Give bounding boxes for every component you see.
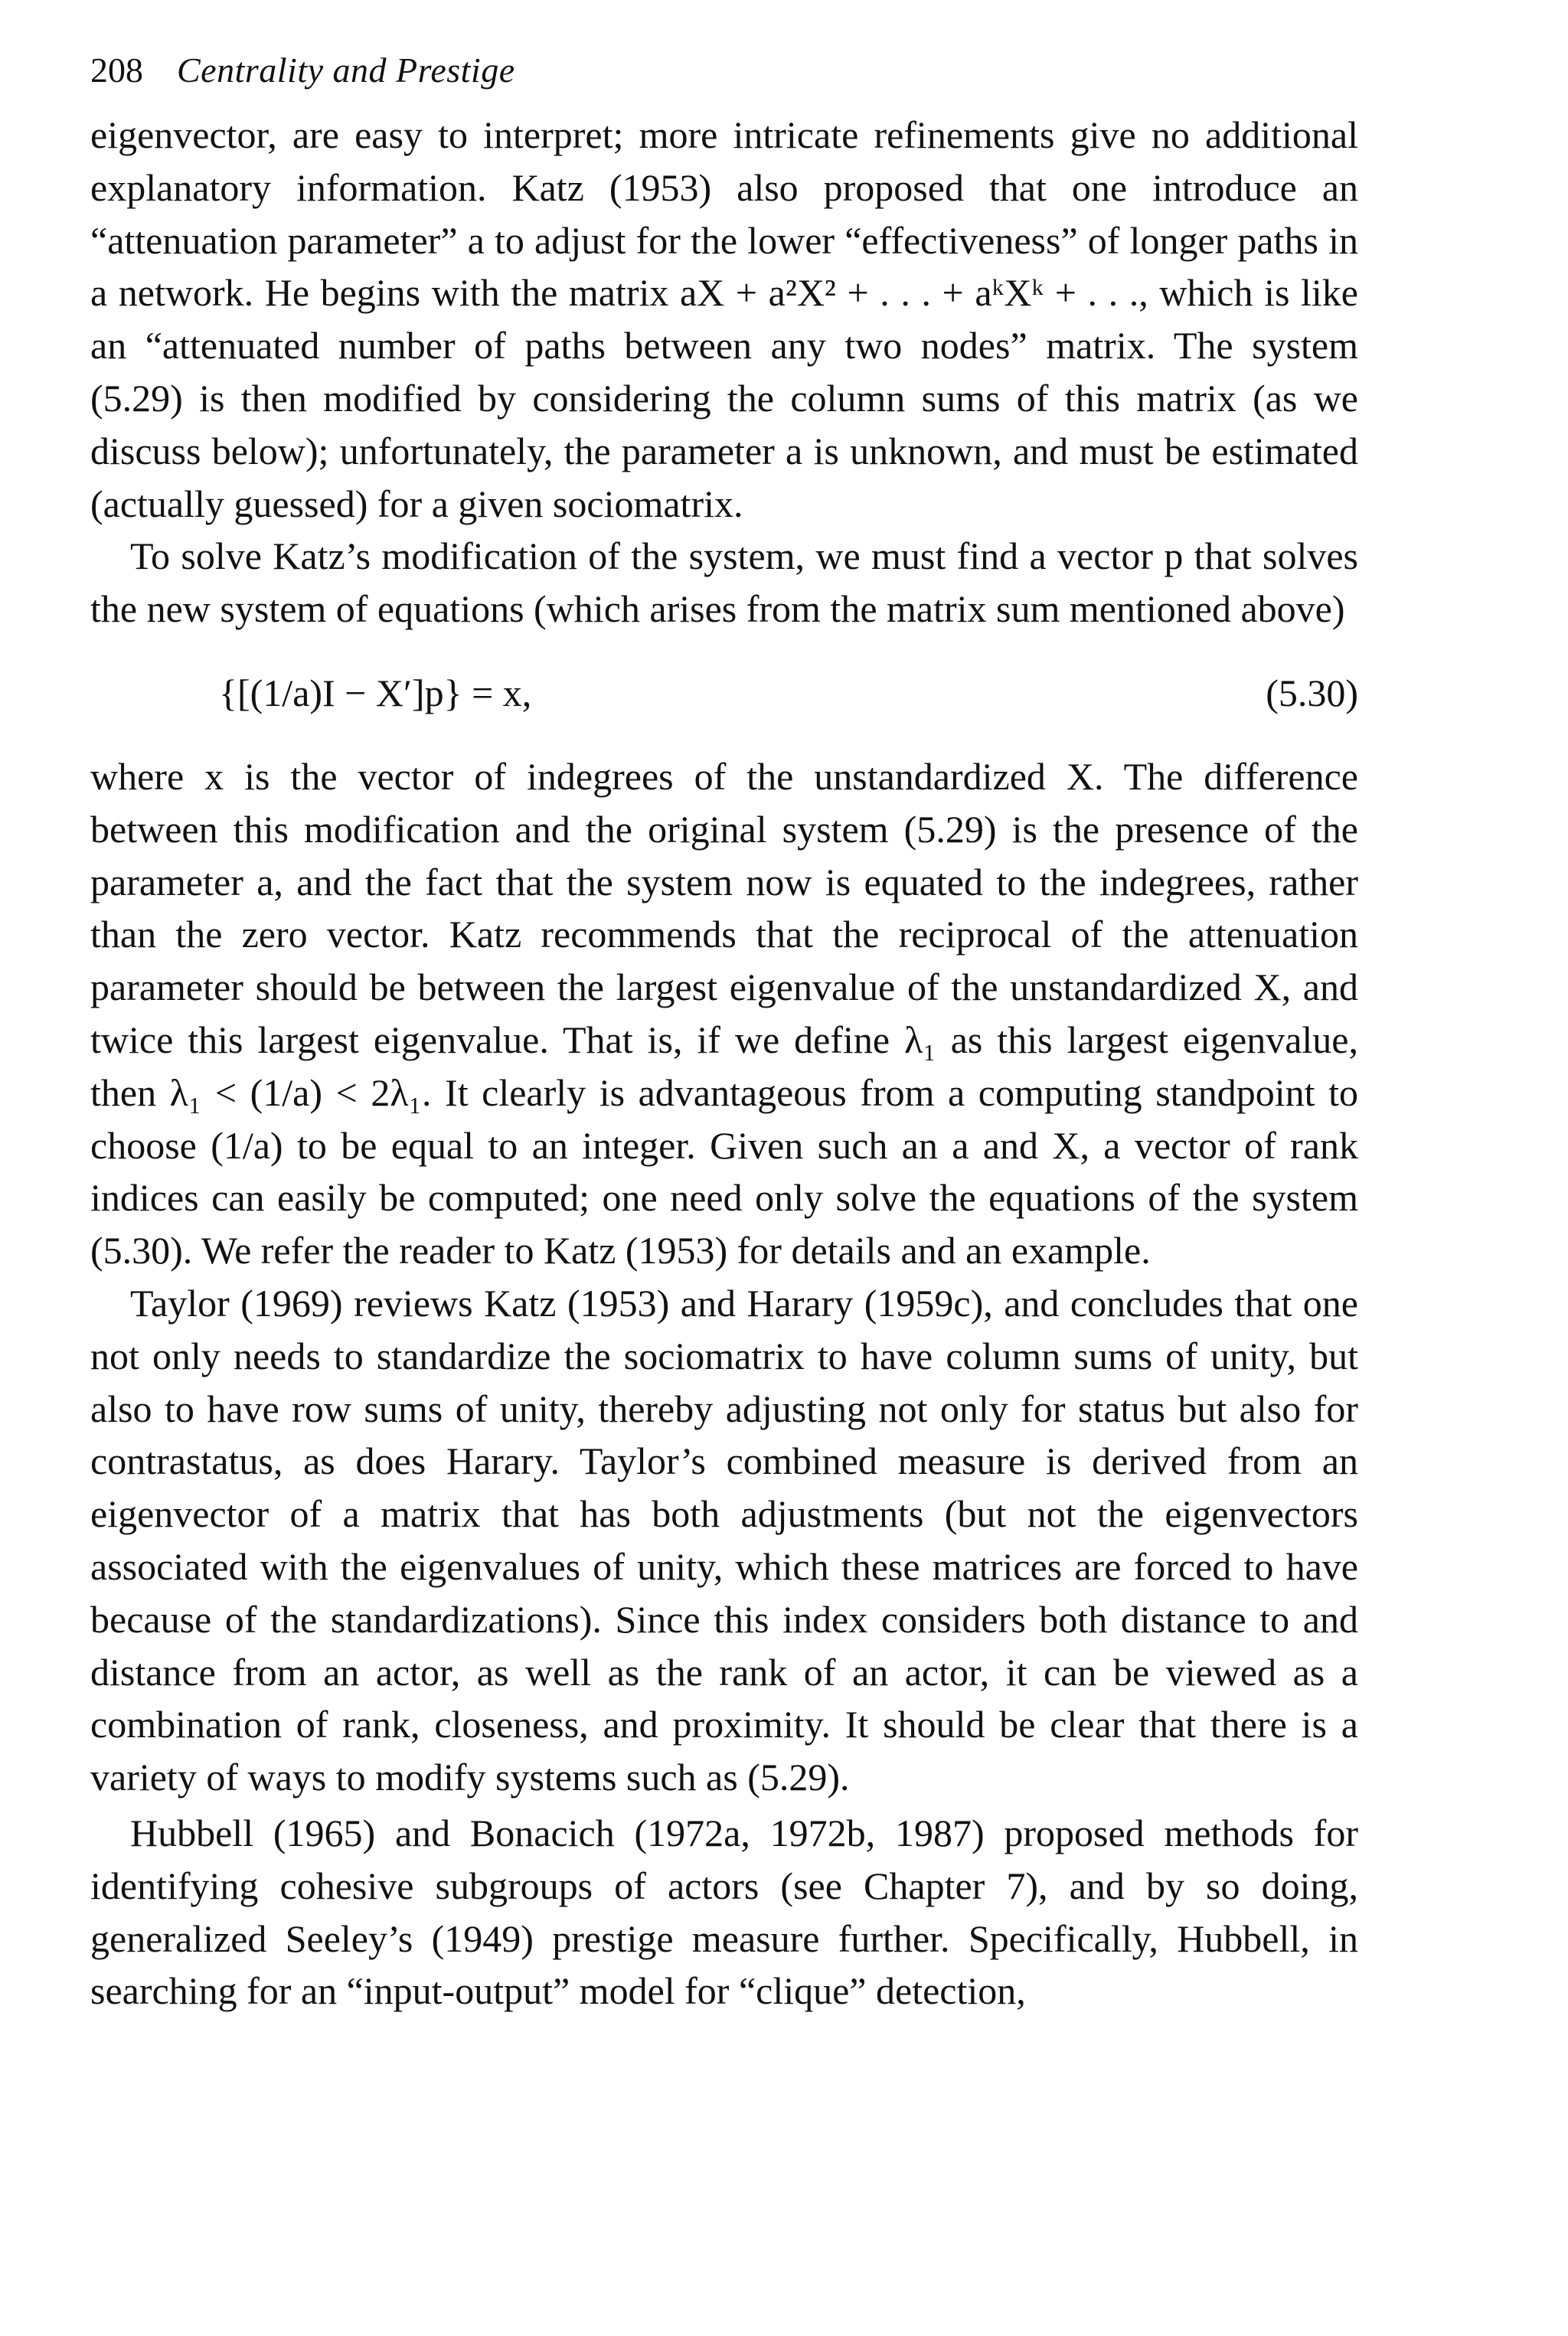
running-header xyxy=(90,35,1358,106)
page-number: 208 xyxy=(90,51,143,90)
paragraph-hubbell-bonacich: Hubbell (1965) and Bonacich (1972a, 1972b, 1987) proposed methods for identifying cohesive subgroups of actors (see Chapter 7), and by so doing, generalized Seeley’s (1949) prestige measure further. Specifically, Hubbell, in searching for an “input-output” model for “clique” detection, xyxy=(90,1811,1358,2013)
paragraph-solve-katz: To solve Katz’s modification of the system, we must find a vector p that solves the new system of equations (which arises from the matrix sum mentioned above) xyxy=(90,534,1358,631)
paragraph-katz-attenuation: eigenvector, are easy to interpret; more intricate refinements give no additional explanatory information. Katz (1953) also proposed that one introduce an “attenuation parameter” a to adjust for the lower “effectiveness” of longer paths in a network. He begins with the matrix aX + a²X² + . . . + aᵏXᵏ + . . ., which is like an “attenuated number of paths between any two nodes” matrix. The system (5.29) is then modified by considering the column sums of this matrix (as we discuss below); unfortunately, the parameter a is unknown, and must be estimated (actually guessed) for a given sociomatrix. xyxy=(90,113,1358,525)
running-title: Centrality and Prestige xyxy=(177,51,515,90)
paragraph-indegrees: where x is the vector of indegrees of the unstandardized X. The difference between this modification and the original system (5.29) is the presence of the parameter a, and the fact that the system now is equated to the indegrees, rather than the zero vector. Katz recommends that the reciprocal of the attenuation parameter should be between the largest eigenvalue of the unstandardized X, and twice this largest eigenvalue. That is, if we define λ₁ as this largest eigenvalue, then λ₁ < (1/a) < 2λ₁. It clearly is advantageous from a computing standpoint to choose (1/a) to be equal to an integer. Given such an a and X, a vector of rank indices can easily be computed; one need only solve the equations of the system (5.30). We refer the reader to Katz (1953) for details and an example. xyxy=(90,754,1358,1273)
paragraph-taylor: Taylor (1969) reviews Katz (1953) and Harary (1959c), and concludes that one not only needs to standardize the sociomatrix to have column sums of unity, but also to have row sums of unity, thereby adjusting not only for status but also for contrastatus, as does Harary. Taylor’s combined measure is derived from an eigenvector of a matrix that has both adjustments (but not the eigenvectors associated with the eigenvalues of unity, which these matrices are forced to have because of the standardizations). Since this index considers both distance to and distance from an actor, as well as the rank of an actor, it can be viewed as a combination of rank, closeness, and proximity. It should be clear that there is a variety of ways to modify systems such as (5.29). xyxy=(90,1281,1358,1799)
equation-5-30 xyxy=(90,635,1358,750)
equation-number: (5.30) xyxy=(1266,671,1358,714)
book-page xyxy=(90,35,1358,2017)
equation-expression: {[(1/a)I − X′]p} = x, xyxy=(219,671,532,714)
